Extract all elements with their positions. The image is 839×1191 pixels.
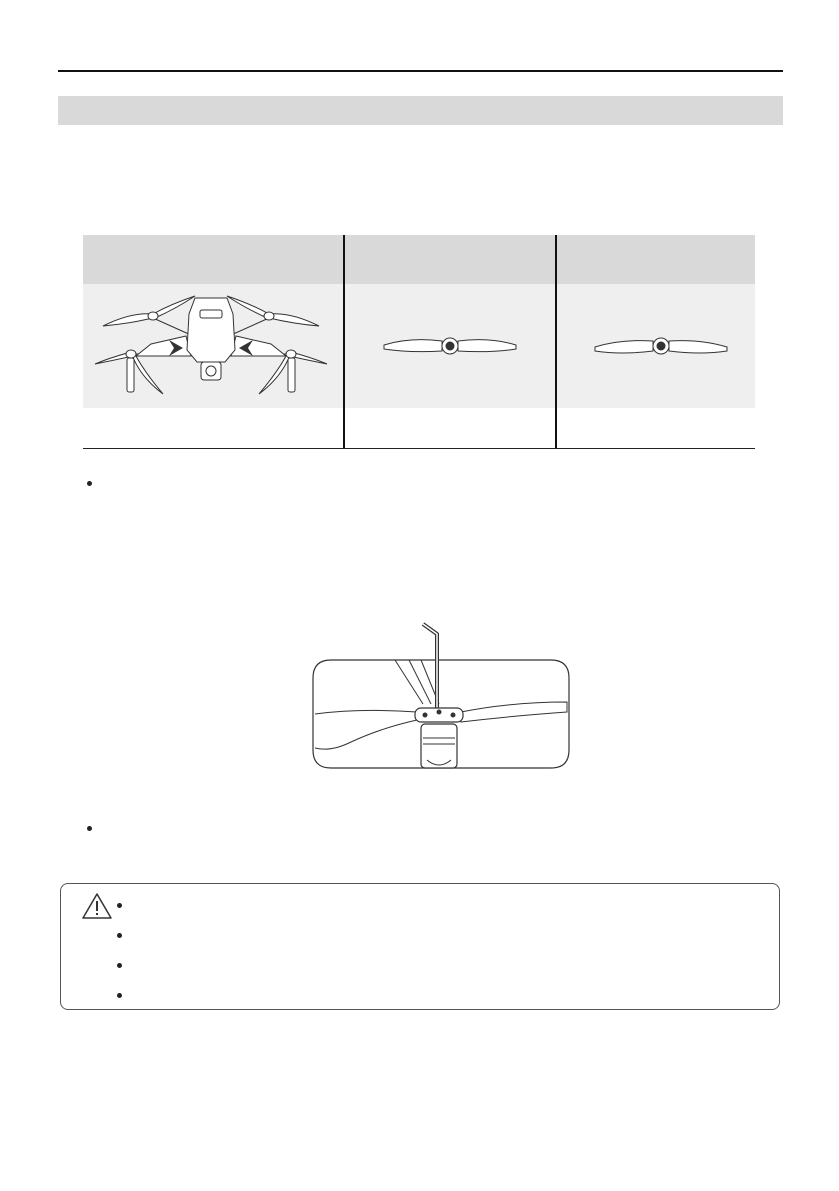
warning-icon [81,892,113,920]
propeller-table [83,235,755,449]
table-divider [343,235,345,449]
bullet-dot [117,933,122,938]
propeller-b-illustration [591,331,731,361]
drone-illustration [91,284,331,408]
header-rule [58,70,783,72]
propeller-a-illustration [380,331,520,361]
table-bottom-rule [83,448,755,449]
warning-box [60,883,780,1010]
bullet-dot [87,481,92,486]
section-header-bar [58,96,783,125]
table-header-row [83,235,755,284]
bullet-dot [117,993,122,998]
propeller-mounting-illustration [311,620,571,770]
table-image-row [83,284,755,408]
bullet-dot [117,963,122,968]
bullet-dot [87,826,92,831]
table-divider [555,235,557,449]
bullet-dot [117,903,122,908]
